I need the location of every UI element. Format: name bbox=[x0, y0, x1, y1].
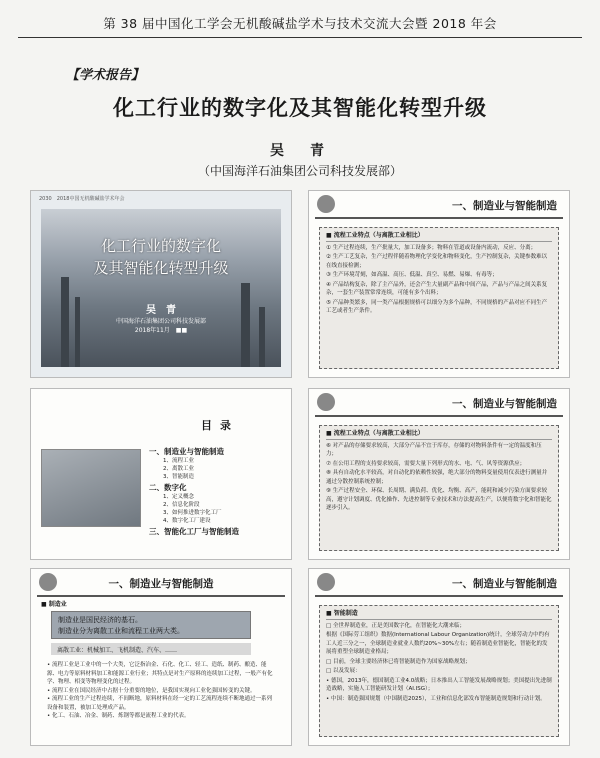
box-label: ■ 智能制造 bbox=[326, 610, 552, 620]
cover-title-line: 及其智能化转型升级 bbox=[93, 259, 229, 277]
callout-line: 制造业分为离散工业和流程工业两大类。 bbox=[58, 627, 184, 635]
toc-sub: 3、智能制造 bbox=[163, 474, 194, 480]
box-label: ■ 流程工业特点（与离散工业相比） bbox=[326, 430, 552, 440]
divider bbox=[315, 415, 563, 417]
page-header: 第 38 届中国化工学会无机酸碱盐学术与技术交流大会暨 2018 年会 bbox=[18, 10, 582, 38]
toc-section: 三、智能化工厂与智能制造 bbox=[149, 527, 239, 536]
features-box bbox=[319, 227, 559, 369]
list-item: • 流程工业的生产过程连续，不间断地，原料材料在经一定的工艺流程连续不断地通过一系列设备和装置，被加工处理成产品。 bbox=[47, 696, 272, 711]
features-box bbox=[319, 425, 559, 551]
smart-box bbox=[319, 605, 559, 737]
list-item: • 流程工业在国民经济中占据十分重要的地位，是我国实现向工业化强国转变的关键。 bbox=[47, 687, 256, 694]
list-item: • 化工、石油、冶金、制药、炼钢等都是流程工业的代表。 bbox=[47, 713, 190, 719]
toc-section: 二、数字化 bbox=[149, 483, 187, 492]
toc-sub: 1、定义概念 bbox=[163, 494, 194, 500]
cover-org bbox=[31, 317, 291, 335]
affiliation: （中国海洋石油集团公司科技发展部） bbox=[197, 164, 402, 178]
cover-org-line: 2018年11月 ■■ bbox=[134, 327, 188, 334]
cover-top-text: 2030 2018中国无机酸碱盐学术年会 bbox=[39, 196, 125, 202]
body-text bbox=[47, 661, 275, 721]
slide-heading: 一、制造业与智能制造 bbox=[108, 578, 214, 590]
list-item: ④ 产品结构复杂，除了主产品外，还会产生大量副产品和中间产品，产品与产品之间关系复杂，一套生产装置常常连续，可能有多个出料； bbox=[326, 281, 548, 296]
slide-cover bbox=[30, 190, 292, 378]
list-item: □ 目前，全球主要经济体已将智能制造作为国家战略规划； bbox=[326, 658, 471, 665]
toc-title: 目录 bbox=[201, 419, 239, 432]
toc-section: 一、制造业与智能制造 bbox=[149, 447, 224, 456]
slide-heading: 一、制造业与智能制造 bbox=[452, 578, 557, 590]
list-item: • 中国：制造强国规划（中国制造2025），工业和信息化部发布智能制造规划和行动计划。 bbox=[326, 695, 546, 702]
tower-shape bbox=[259, 307, 265, 367]
toc-list bbox=[149, 445, 283, 537]
cover-title bbox=[31, 235, 291, 279]
list-item: ① 生产过程连续，生产批量大，加工设备多；物料在管道或设备内流动，反应、分离； bbox=[326, 244, 537, 251]
subheading: ■ 制造业 bbox=[41, 601, 67, 608]
list-item: □ 全世界制造业，正是美国数字化，在智能化大潮来临； bbox=[326, 622, 465, 629]
slide-process-features bbox=[308, 190, 570, 378]
list-item: • 流程工业是工业中的一个大类，它泛指冶金、石化、化工、轻工、造纸、制药、酿造、能源、电力等原料材料加工和能源工业行业；其特点是对生产原料的连续加工过程，一般产有化学、物理、相变等物理变化的过程。 bbox=[47, 662, 273, 685]
toc-sub: 2、离散工业 bbox=[163, 466, 194, 472]
divider bbox=[37, 595, 285, 597]
section-tag: 【学术报告】 bbox=[66, 68, 145, 83]
band: 离散工业：机械加工、飞机制造、汽车、…… bbox=[51, 643, 251, 655]
list-item: ③ 生产环境苛刻，如高温、高压、低温、真空、易燃、易爆、有毒等； bbox=[326, 272, 498, 278]
toc-sub: 1、流程工业 bbox=[163, 458, 194, 464]
callout bbox=[51, 611, 251, 639]
list-item: ⑧ 具有自动化水平较高，对自动化的依赖性较强，绝大部分的物料变量使用仪表进行测量并通过分散控制系统控制； bbox=[326, 470, 548, 485]
divider bbox=[315, 217, 563, 219]
slide-heading: 一、制造业与智能制造 bbox=[452, 200, 557, 212]
slide-toc bbox=[30, 388, 292, 560]
list-item: ⑦ 在公用工程的支持要求较高，需要大量下列形式的水、电、气、风等资源供应； bbox=[326, 460, 526, 467]
slide-process-features-2 bbox=[308, 388, 570, 560]
page-title: 化工行业的数字化及其智能化转型升级 bbox=[113, 96, 487, 120]
divider bbox=[315, 595, 563, 597]
list-item: ⑥ 对产品的存储要求较高，大部分产品不宜于库存，存储的对物料条件有一定的温度和压力； bbox=[326, 442, 542, 457]
slide-smart-manufacturing bbox=[308, 568, 570, 746]
toc-sub: 2、信息化阶段 bbox=[163, 502, 200, 508]
list-item: ② 生产工艺复杂，生产过程伴随着物理化学变化和物料变化，生产控制复杂，关键参数难以在线直接检测； bbox=[326, 254, 548, 269]
list-item: 根据《国际劳工组织》数据(International Labour Organization)统计，全球劳动力中约有工人近三分之一，全球制造业就业人数约20%~30%左右；随着制造业智能化，智能化的发展将重塑全球制造业格局； bbox=[326, 632, 550, 655]
toc-image bbox=[41, 449, 141, 527]
list-item: ⑨ 生产过程安全、环保、长周期、满负荷、优化、均衡、高产，能耗和减少污染方面要求较高，遵守计划调度、优化操作、先进控制等专业技术和方法提高生产，以便将数字化和智能化逐步引入。 bbox=[326, 488, 552, 511]
cover-author: 吴 青 bbox=[146, 305, 176, 316]
callout-line: 制造业是国民经济的基石。 bbox=[58, 616, 142, 624]
box-label: ■ 流程工业特点（与离散工业相比） bbox=[326, 232, 552, 242]
cover-title-line: 化工行业的数字化 bbox=[100, 237, 221, 255]
toc-sub: 4、数字化工厂建设 bbox=[163, 518, 211, 524]
slide-manufacturing bbox=[30, 568, 292, 746]
cover-org-line: 中国海洋石油集团公司科技发展部 bbox=[115, 318, 206, 325]
list-item: □ 以及发展： bbox=[326, 668, 361, 674]
toc-sub: 3、如何推进数字化工厂 bbox=[163, 510, 222, 516]
slide-heading: 一、制造业与智能制造 bbox=[452, 398, 557, 410]
list-item: ⑤ 产品种类繁多，同一类产品根据规格可以细分为多个品种，不同规格的产品对应不同生产工艺或者生产条件。 bbox=[326, 299, 548, 314]
author: 吴 青 bbox=[270, 143, 330, 159]
list-item: • 德国，2013年，德国制造工业4.0战略；日本推出人工智能发展战略规划；美国提出先进制造战略，实施人工智能研发计划（AI.ISG）； bbox=[326, 677, 552, 692]
